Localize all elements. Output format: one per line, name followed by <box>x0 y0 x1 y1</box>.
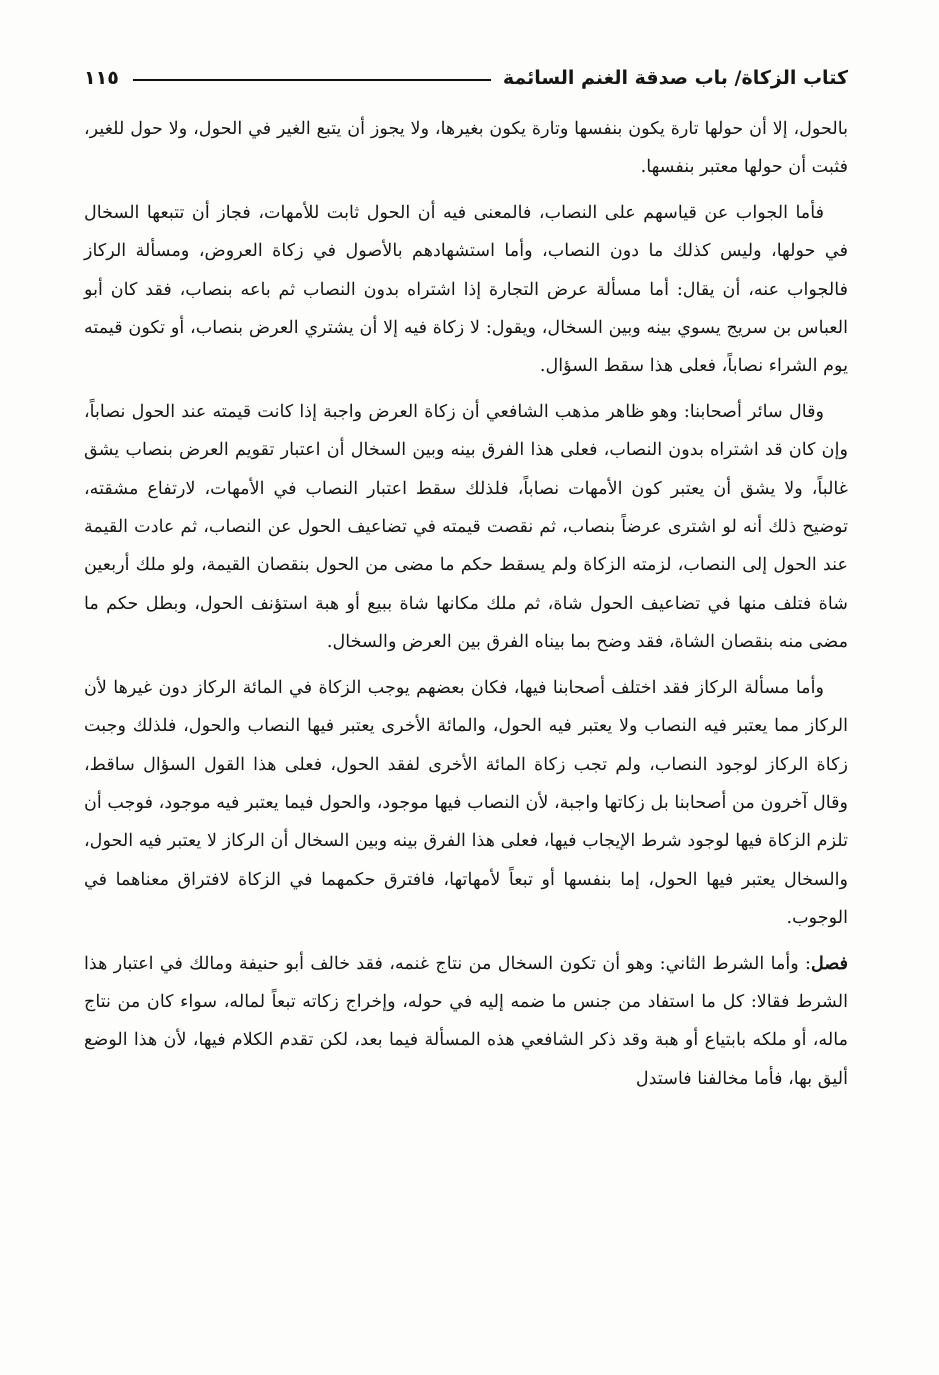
section-heading: فصل <box>811 952 848 974</box>
header-rule <box>133 79 491 81</box>
paragraph <box>84 393 848 662</box>
paragraph-text: فأما الجواب عن قياسهم على النصاب، فالمعنى فيه أن الحول ثابت للأمهات، فجاز أن تتبعها السخال في حولها، وليس كذلك ما دون النصاب، وأما استشهادهم بالأصول في زكاة العروض، ومسألة الركاز فالجواب عنه، أن يقال: أما مسألة عرض التجارة إذا اشتراه بدون النصاب ثم باعه بنصاب، فقد كان أبو العباس بن سريج يسوي بينه وبين السخال، ويقول: لا زكاة فيه إلا أن يشتري العرض بنصاب، أو تكون قيمته يوم الشراء نصاباً، فعلى هذا سقط السؤال. <box>84 202 848 377</box>
chapter-title: كتاب الزكاة/ باب صدقة الغنم السائمة <box>502 67 848 89</box>
running-header <box>84 58 848 98</box>
paragraph-text: : وأما الشرط الثاني: وهو أن تكون السخال من نتاج غنمه، فقد خالف أبو حنيفة ومالك في اعتبار هذا الشرط فقالا: كل ما استفاد من جنس ما ضمه إليه في حوله، وإخراج زكاته تبعاً لماله، سواء كان من نتاج ماله، أو ملكه بابتياع أو هبة وقد ذكر الشافعي هذه المسألة فيما بعد، لكن تقدم الكلام فيها، لأن هذا الوضع أليق بها، فأما مخالفنا فاستدل <box>84 953 848 1089</box>
section-paragraph <box>84 945 848 1099</box>
body-text <box>84 110 848 1098</box>
page-number: ١١٥ <box>84 67 119 89</box>
paragraph-text: وقال سائر أصحابنا: وهو ظاهر مذهب الشافعي أن زكاة العرض واجبة إذا كانت قيمته عند الحول نصاباً، وإن كان قد اشتراه بدون النصاب، فعلى هذا الفرق بينه وبين السخال أن اعتبار تقويم العرض بنصاب يشق غالباً، ولا يشق أن يعتبر كون الأمهات نصاباً، فلذلك سقط اعتبار النصاب في الأمهات، لارتفاع مشقته، توضيح ذلك أنه لو اشترى عرضاً بنصاب، ثم نقصت قيمته في تضاعيف الحول عن النصاب، ثم عادت القيمة عند الحول إلى النصاب، لزمته الزكاة ولم يسقط حكم ما مضى من الحول بنقصان القيمة، ولو ملك أربعين شاة فتلف منها في تضاعيف الحول شاة، ثم ملك مكانها شاة ببيع أو هبة استؤنف الحول، وبطل حكم ما مضى منه بنقصان الشاة، فقد وضح بما بيناه الفرق بين العرض والسخال. <box>84 401 848 653</box>
paragraph <box>84 110 848 187</box>
book-page <box>84 58 848 1358</box>
paragraph-text: بالحول، إلا أن حولها تارة يكون بنفسها وتارة يكون بغيرها، ولا يجوز أن يتبع الغير في الحول، ولا حول للغير، فثبت أن حولها معتبر بنفسها. <box>84 119 848 178</box>
paragraph <box>84 194 848 386</box>
paragraph <box>84 669 848 938</box>
paragraph-text: وأما مسألة الركاز فقد اختلف أصحابنا فيها، فكان بعضهم يوجب الزكاة في المائة الركاز دون غيرها لأن الركاز مما يعتبر فيه النصاب ولا يعتبر فيه الحول، والمائة الأخرى يعتبر فيها النصاب والحول، فلذلك وجبت زكاة الركاز لوجود النصاب، ولم تجب زكاة المائة الأخرى لفقد الحول، فعلى هذا القول السؤال ساقط، وقال آخرون من أصحابنا بل زكاتها واجبة، لأن النصاب فيها موجود، والحول فيما يعتبر فيه موجود، فوجب أن تلزم الزكاة فيها لوجود شرط الإيجاب فيها، فعلى هذا الفرق بينه وبين السخال أن الركاز لا يعتبر فيه الحول، والسخال يعتبر فيها الحول، إما بنفسها أو تبعاً لأمهاتها، فافترق حكمهما في الزكاة لافتراق معناهما في الوجوب. <box>84 677 848 929</box>
